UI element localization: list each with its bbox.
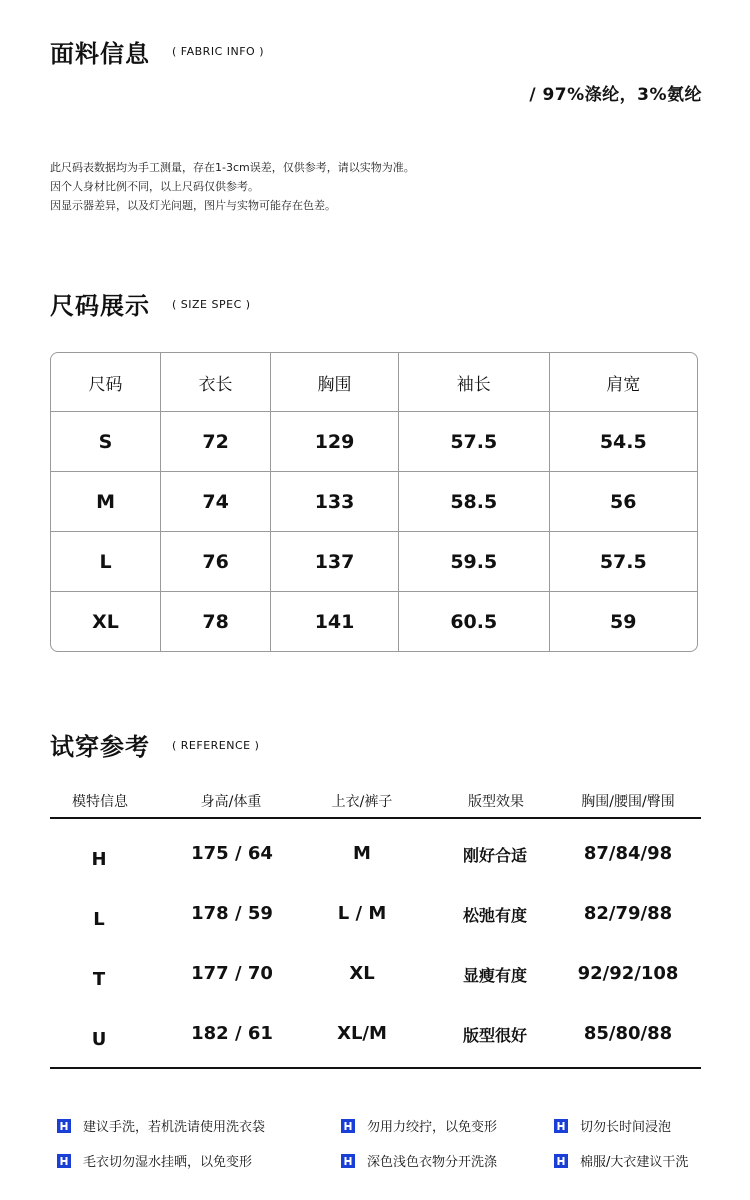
top-bottom-size: L / M — [337, 903, 387, 924]
h-square-icon — [554, 1119, 568, 1133]
h-square-icon — [341, 1119, 355, 1133]
top-bottom-size: M — [353, 843, 371, 864]
header-cell: 模特信息 — [72, 794, 128, 810]
header-cell: 胸围 — [271, 353, 399, 412]
header-cell: 衣长 — [161, 353, 271, 412]
fit-effect: 松弛有度 — [462, 906, 528, 925]
table-row — [50, 1023, 700, 1050]
reference-bottom-rule — [50, 1067, 701, 1069]
header-cell: 肩宽 — [550, 353, 697, 412]
table-row — [50, 903, 700, 930]
table-cell: 59 — [610, 610, 637, 633]
size-table-header — [51, 353, 697, 412]
table-cell: 56 — [550, 472, 697, 532]
height-weight: 178 / 59 — [191, 903, 273, 924]
care-text: 毛衣切勿湿水挂晒，以免变形 — [83, 1155, 253, 1170]
body-measurements: 87/84/98 — [583, 843, 673, 864]
model-code: L — [93, 909, 105, 930]
table-cell: 76 — [161, 532, 271, 592]
table-cell: L — [51, 532, 161, 592]
care-item — [554, 1151, 688, 1170]
reference-header — [50, 791, 700, 811]
fit-effect: 刚好合适 — [462, 846, 528, 865]
note-line: 因显示器差异，以及灯光问题，图片与实物可能存在色差。 — [50, 199, 336, 212]
reference-top-rule — [50, 817, 701, 819]
care-text: 切勿长时间浸泡 — [580, 1120, 672, 1135]
table-cell: 60.5 — [399, 592, 550, 651]
h-square-icon — [57, 1154, 71, 1168]
care-item — [57, 1151, 252, 1170]
size-spec-subtitle: ( SIZE SPEC ) — [172, 298, 251, 311]
note-line: 因个人身材比例不同，以上尺码仅供参考。 — [50, 180, 259, 193]
table-row — [51, 412, 697, 472]
table-row — [51, 472, 697, 532]
table-cell: 72 — [161, 412, 271, 472]
model-code: U — [91, 1029, 107, 1050]
fit-effect: 显瘦有度 — [462, 966, 528, 985]
table-cell: 58.5 — [399, 472, 550, 532]
top-bottom-size: XL — [349, 963, 375, 984]
height-weight: 182 / 61 — [191, 1023, 273, 1044]
care-item — [341, 1116, 497, 1135]
header-cell: 胸围/腰围/臀围 — [581, 794, 675, 810]
table-cell: 57.5 — [550, 532, 697, 592]
fabric-subtitle: ( FABRIC INFO ) — [172, 45, 264, 58]
table-row — [50, 843, 700, 870]
header-cell: 身高/体重 — [200, 794, 262, 810]
header-cell: 版型效果 — [468, 794, 524, 810]
table-cell: 137 — [271, 532, 399, 592]
fit-effect: 版型很好 — [462, 1026, 528, 1045]
table-cell: 78 — [161, 592, 271, 651]
fabric-title: 面料信息 — [50, 40, 150, 68]
table-cell: 129 — [271, 412, 399, 472]
header-cell: 袖长 — [399, 353, 550, 412]
body-measurements: 85/80/88 — [583, 1023, 673, 1044]
h-square-icon — [554, 1154, 568, 1168]
table-cell: 54.5 — [550, 412, 697, 472]
care-item — [57, 1116, 265, 1135]
table-cell: 141 — [271, 592, 399, 651]
care-item — [554, 1116, 671, 1135]
reference-title: 试穿参考 — [50, 733, 150, 761]
h-square-icon — [341, 1154, 355, 1168]
care-text: 深色浅色衣物分开洗涤 — [367, 1155, 498, 1170]
h-square-icon — [57, 1119, 71, 1133]
height-weight: 177 / 70 — [191, 963, 273, 984]
care-text: 棉服/大衣建议干洗 — [580, 1155, 689, 1170]
table-cell: S — [51, 412, 161, 472]
height-weight: 175 / 64 — [191, 843, 273, 864]
care-item — [341, 1151, 497, 1170]
model-code: H — [91, 849, 107, 870]
note-line: 此尺码表数据均为手工测量，存在1-3cm误差，仅供参考，请以实物为准。 — [50, 161, 415, 174]
table-cell: 133 — [271, 472, 399, 532]
care-text: 勿用力绞拧，以免变形 — [367, 1120, 498, 1135]
top-bottom-size: XL/M — [337, 1023, 387, 1044]
header-cell: 上衣/裤子 — [331, 794, 393, 810]
fabric-composition: / 97%涤纶，3%氨纶 — [529, 85, 702, 105]
size-spec-title: 尺码展示 — [50, 292, 150, 320]
table-row — [51, 532, 697, 592]
table-cell: 74 — [161, 472, 271, 532]
body-measurements: 82/79/88 — [583, 903, 673, 924]
table-cell: 57.5 — [399, 412, 550, 472]
table-cell: XL — [51, 592, 161, 651]
measurement-notes — [50, 158, 415, 215]
reference-subtitle: ( REFERENCE ) — [172, 739, 260, 752]
care-text: 建议手洗，若机洗请使用洗衣袋 — [83, 1120, 266, 1135]
body-measurements: 92/92/108 — [577, 963, 679, 984]
table-cell: 59.5 — [399, 532, 550, 592]
model-code: T — [92, 969, 106, 990]
size-table — [50, 352, 698, 652]
table-cell: M — [51, 472, 161, 532]
table-row — [51, 592, 697, 651]
table-row — [50, 963, 700, 990]
header-cell: 尺码 — [51, 353, 161, 412]
